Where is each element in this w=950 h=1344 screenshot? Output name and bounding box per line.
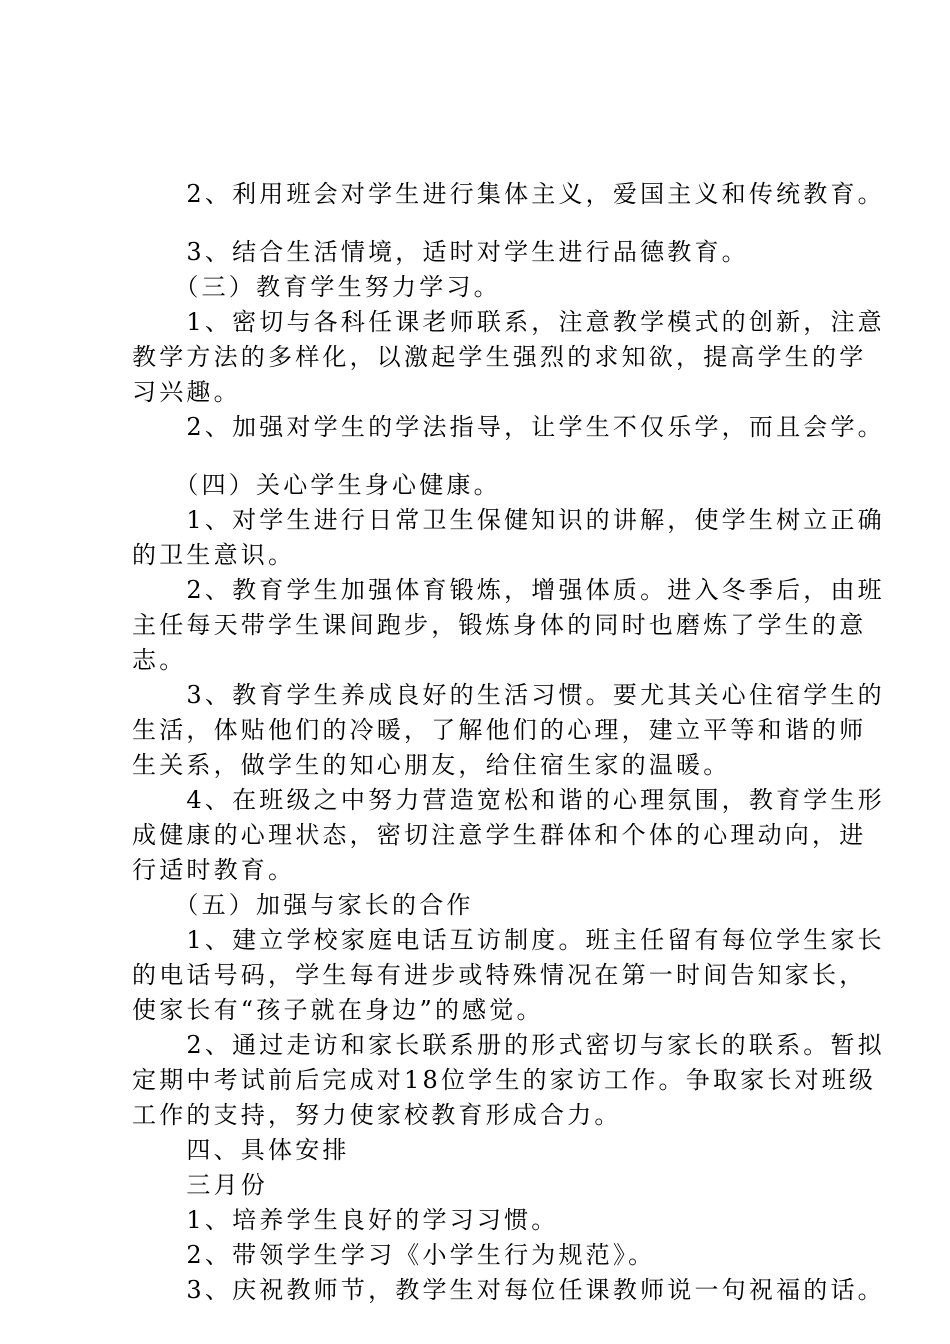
text-line: （五）加强与家长的合作 bbox=[132, 891, 474, 919]
text-line: （三）教育学生努力学习。 bbox=[132, 273, 501, 301]
text-line: 2、教育学生加强体育锻炼，增强体质。进入冬季后，由班 bbox=[132, 576, 885, 604]
text-line: 行适时教育。 bbox=[132, 856, 296, 884]
text-line: 1、对学生进行日常卫生保健知识的讲解，使学生树立正确 bbox=[132, 506, 885, 534]
text-line: 三月份 bbox=[132, 1171, 268, 1199]
text-line: 1、建立学校家庭电话互访制度。班主任留有每位学生家长 bbox=[132, 926, 885, 954]
text-line: 3、庆祝教师节，教学生对每位任课教师说一句祝福的话。 bbox=[132, 1276, 885, 1304]
text-line: 定期中考试前后完成对18位学生的家访工作。争取家长对班级 bbox=[132, 1066, 877, 1094]
text-line: 2、通过走访和家长联系册的形式密切与家长的联系。暂拟 bbox=[132, 1031, 885, 1059]
text-line: 2、带领学生学习《小学生行为规范》。 bbox=[132, 1241, 656, 1269]
text-line: 的卫生意识。 bbox=[132, 541, 296, 569]
text-line: 教学方法的多样化，以激起学生强烈的求知欲，提高学生的学 bbox=[132, 343, 867, 371]
text-line: 主任每天带学生课间跑步，锻炼身体的同时也磨炼了学生的意 bbox=[132, 611, 867, 639]
text-line: 生活，体贴他们的冷暖，了解他们的心理，建立平等和谐的师 bbox=[132, 716, 867, 744]
text-line: 习兴趣。 bbox=[132, 378, 241, 406]
text-line: 3、教育学生养成良好的生活习惯。要尤其关心住宿学生的 bbox=[132, 681, 885, 709]
text-line: 成健康的心理状态，密切注意学生群体和个体的心理动向，进 bbox=[132, 821, 867, 849]
text-line: 3、结合生活情境，适时对学生进行品德教育。 bbox=[132, 238, 749, 266]
text-line: 2、利用班会对学生进行集体主义，爱国主义和传统教育。 bbox=[132, 180, 885, 208]
text-line: 4、在班级之中努力营造宽松和谐的心理氛围，教育学生形 bbox=[132, 786, 885, 814]
text-line: 的电话号码，学生每有进步或特殊情况在第一时间告知家长， bbox=[132, 961, 867, 989]
text-line: 志。 bbox=[132, 646, 187, 674]
text-line: 2、加强对学生的学法指导，让学生不仅乐学，而且会学。 bbox=[132, 413, 885, 441]
text-line: 使家长有“孩子就在身边”的感觉。 bbox=[132, 996, 544, 1024]
text-line: 1、培养学生良好的学习习惯。 bbox=[132, 1206, 559, 1234]
text-line: 工作的支持，努力使家校教育形成合力。 bbox=[132, 1101, 622, 1129]
text-line: 四、具体安排 bbox=[132, 1136, 350, 1164]
text-line: 1、密切与各科任课老师联系，注意教学模式的创新，注意 bbox=[132, 308, 885, 336]
text-line: 生关系，做学生的知心朋友，给住宿生家的温暖。 bbox=[132, 751, 731, 779]
text-line: （四）关心学生身心健康。 bbox=[132, 471, 501, 499]
